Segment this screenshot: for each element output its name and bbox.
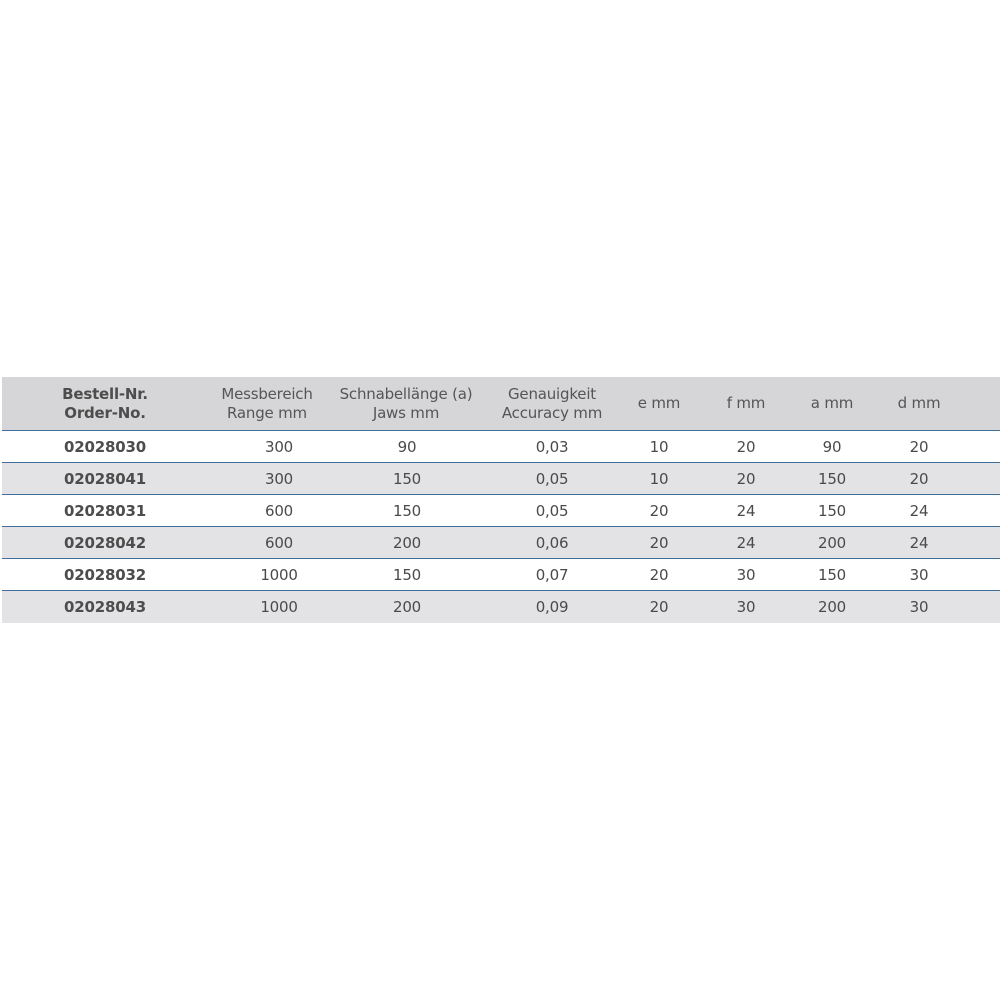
cell-d: 20 <box>909 437 929 456</box>
cell-jaws: 90 <box>397 437 417 456</box>
spec-table <box>2 377 1000 623</box>
cell-d: 20 <box>909 469 929 488</box>
cell-jaws: 200 <box>392 533 422 552</box>
cell-range: 600 <box>264 501 294 520</box>
cell-d: 30 <box>909 565 929 584</box>
cell-e: 20 <box>649 565 669 584</box>
cell-f: 30 <box>736 565 756 584</box>
header-range <box>212 377 322 430</box>
header-a: a mm <box>810 394 854 412</box>
table-row <box>2 431 1000 463</box>
header-order-en: Order-No. <box>64 403 146 422</box>
table-header-row <box>2 377 1000 431</box>
header-e: e mm <box>637 394 681 412</box>
cell-f: 30 <box>736 598 756 616</box>
table-row <box>2 559 1000 591</box>
cell-a: 200 <box>817 598 847 616</box>
table-row <box>2 463 1000 495</box>
cell-accuracy: 0,05 <box>535 501 569 520</box>
cell-order: 02028031 <box>64 501 146 520</box>
header-order-no <box>60 377 150 430</box>
cell-jaws: 200 <box>392 598 422 616</box>
cell-accuracy: 0,09 <box>535 598 569 616</box>
header-f: f mm <box>726 394 766 412</box>
cell-order: 02028041 <box>64 469 146 488</box>
header-range-en: Range mm <box>227 403 307 422</box>
cell-accuracy: 0,07 <box>535 565 569 584</box>
cell-range: 1000 <box>260 598 298 616</box>
cell-accuracy: 0,03 <box>535 437 569 456</box>
cell-f: 20 <box>736 437 756 456</box>
cell-range: 300 <box>264 469 294 488</box>
cell-jaws: 150 <box>392 501 422 520</box>
cell-a: 150 <box>817 565 847 584</box>
header-jaws <box>332 377 480 430</box>
cell-e: 20 <box>649 533 669 552</box>
cell-jaws: 150 <box>392 565 422 584</box>
cell-f: 24 <box>736 533 756 552</box>
cell-range: 300 <box>264 437 294 456</box>
cell-order: 02028043 <box>64 598 146 616</box>
cell-d: 30 <box>909 598 929 616</box>
cell-f: 24 <box>736 501 756 520</box>
cell-e: 20 <box>649 501 669 520</box>
cell-e: 10 <box>649 469 669 488</box>
cell-a: 150 <box>817 501 847 520</box>
table-row <box>2 591 1000 623</box>
header-jaws-en: Jaws mm <box>372 403 440 422</box>
cell-e: 20 <box>649 598 669 616</box>
cell-accuracy: 0,06 <box>535 533 569 552</box>
header-order-de: Bestell-Nr. <box>62 384 148 403</box>
header-d: d mm <box>897 394 941 412</box>
table-row <box>2 527 1000 559</box>
header-range-de: Messbereich <box>221 384 313 403</box>
cell-a: 150 <box>817 469 847 488</box>
header-accuracy <box>492 377 612 430</box>
cell-range: 1000 <box>260 565 298 584</box>
cell-jaws: 150 <box>392 469 422 488</box>
cell-accuracy: 0,05 <box>535 469 569 488</box>
cell-d: 24 <box>909 533 929 552</box>
cell-a: 200 <box>817 533 847 552</box>
cell-order: 02028042 <box>64 533 146 552</box>
cell-order: 02028030 <box>64 437 146 456</box>
cell-a: 90 <box>822 437 842 456</box>
header-accuracy-en: Accuracy mm <box>501 403 603 422</box>
cell-e: 10 <box>649 437 669 456</box>
header-accuracy-de: Genauigkeit <box>508 384 596 403</box>
header-jaws-de: Schnabellänge (a) <box>339 384 473 403</box>
cell-d: 24 <box>909 501 929 520</box>
cell-range: 600 <box>264 533 294 552</box>
cell-order: 02028032 <box>64 565 146 584</box>
cell-f: 20 <box>736 469 756 488</box>
table-row <box>2 495 1000 527</box>
